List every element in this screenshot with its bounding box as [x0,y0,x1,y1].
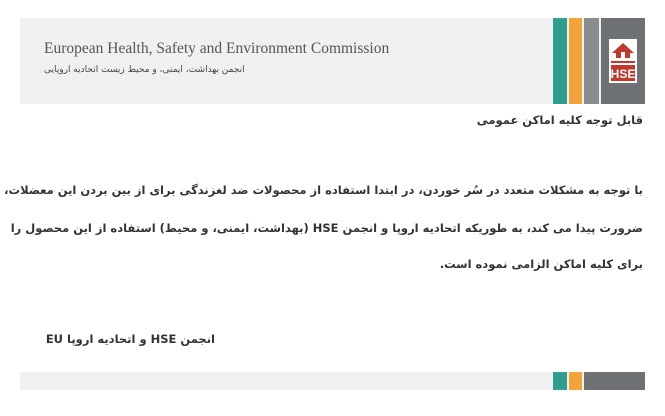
hse-logo-icon [609,39,637,83]
teal-stripe [553,18,567,104]
footer-gray-stripe [584,372,645,390]
notice-line: ضرورت پیدا می کند، به طوریکه اتحادیه اروپا و انجمن HSE (بهداشت، ایمنی، و محیط) استفاده از این محصول را [10,221,643,235]
notice-line: برای کلیه اماکن الزامی نموده است. [439,257,643,271]
organization-name-english: European Health, Safety and Environment Commission [44,40,390,57]
hse-logo-text: HSE [610,67,636,81]
orange-stripe [569,18,582,104]
notice-title: قابل توجه کلیه اماکن عمومی [476,113,643,127]
letterhead [20,18,645,104]
footer-bar [20,372,645,390]
footer-teal-stripe [553,372,567,390]
hse-logo [601,18,645,104]
notice-line: با توجه به مشکلات متعدد در سُر خوردن، در ابتدا استفاده از محصولات ضد لغزندگی برای از بین بردن این معضلات، [4,183,643,197]
signature: انجمن HSE و اتحادیه اروپا EU [45,332,215,346]
organization-name-persian: انجمن بهداشت، ایمنی، و محیط زیست اتحادیه اروپایی [44,65,245,75]
footer-orange-stripe [569,372,582,390]
gray-stripe [584,18,599,104]
